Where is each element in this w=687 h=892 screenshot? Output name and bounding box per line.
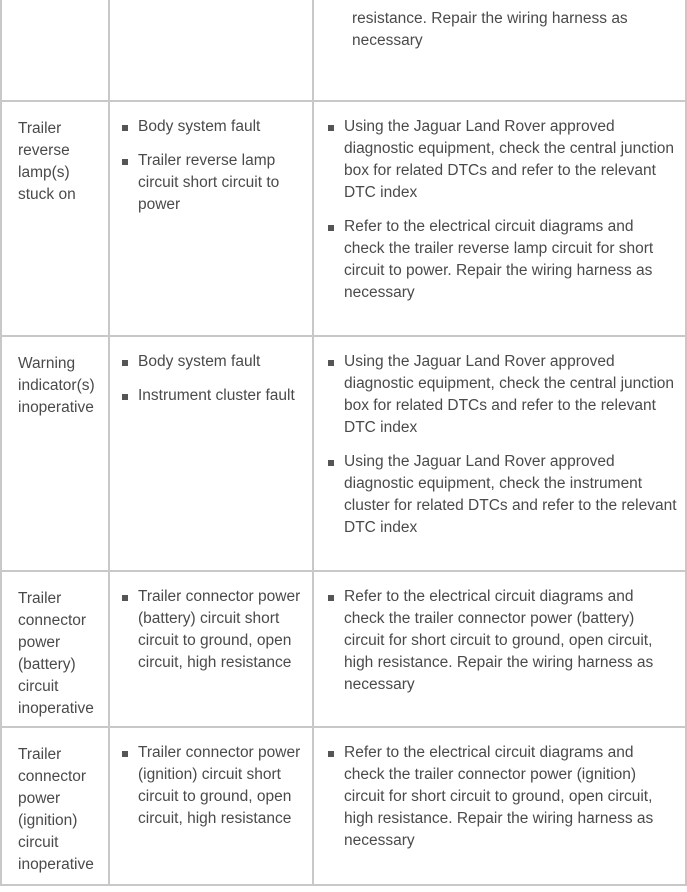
action-item [322,586,677,696]
bullet-icon [116,150,138,216]
bullet-icon [322,586,344,696]
bullet-icon [322,216,344,304]
action-text: Refer to the electrical circuit diagrams and check the trailer connector power (battery) circuit for short circuit to ground, open circuit, high resistance. Repair the wiring harness as necessary [344,588,654,693]
bullet-icon [116,742,138,830]
table-row [0,572,687,728]
cause-text: Trailer reverse lamp circuit short circuit to power [138,152,280,213]
action-text: resistance. Repair the wiring harness as necessary [352,10,628,49]
cause-item [116,742,304,830]
cause-item [116,351,304,373]
cause-text: Trailer connector power (ignition) circuit short circuit to ground, open circuit, high resistance [138,744,301,827]
cause-text: Body system fault [138,353,261,370]
action-text: Refer to the electrical circuit diagrams and check the trailer connector power (ignition) circuit for short circuit to ground, open circuit, high resistance. Repair the wiring harness as necessary [344,744,654,849]
bullet-icon [116,385,138,407]
actions-cell [314,102,687,335]
cause-item [116,116,304,138]
causes-cell [110,728,314,884]
bullet-icon [116,351,138,373]
cause-item [116,150,304,216]
action-item [322,216,677,304]
actions-cell [314,572,687,726]
table-row [0,0,687,102]
causes-cell [110,102,314,335]
bullet-icon [116,586,138,674]
action-text: Using the Jaguar Land Rover approved diagnostic equipment, check the instrument cluster for related DTCs and refer to the relevant DTC index [344,453,677,536]
cause-text: Trailer connector power (battery) circuit short circuit to ground, open circuit, high resistance [138,588,301,671]
table-row [0,102,687,337]
symptom-cell [0,0,110,100]
actions-cell [314,337,687,570]
action-item [322,351,677,439]
table-row [0,728,687,886]
symptom-cell: Trailer connector power (ignition) circuit inoperative [0,728,110,884]
cause-item [116,385,304,407]
bullet-icon [322,451,344,539]
symptom-cell: Trailer reverse lamp(s) stuck on [0,102,110,335]
symptom-cell: Warning indicator(s) inoperative [0,337,110,570]
action-item [322,451,677,539]
causes-cell [110,572,314,726]
causes-cell [110,0,314,100]
causes-cell [110,337,314,570]
bullet-icon [322,351,344,439]
actions-cell [314,0,687,100]
cause-text: Instrument cluster fault [138,387,295,404]
cause-text: Body system fault [138,118,261,135]
action-text: Using the Jaguar Land Rover approved diagnostic equipment, check the central junction box for related DTCs and refer to the relevant DTC index [344,353,675,436]
action-text: Using the Jaguar Land Rover approved diagnostic equipment, check the central junction box for related DTCs and refer to the relevant DTC index [344,118,675,201]
action-item [322,8,677,52]
bullet-icon [322,742,344,852]
bullet-icon [116,116,138,138]
action-text: Refer to the electrical circuit diagrams and check the trailer reverse lamp circuit for short circuit to power. Repair the wiring harness as necessary [344,218,654,301]
bullet-icon [322,116,344,204]
action-item [322,116,677,204]
cause-item [116,586,304,674]
action-item [322,742,677,852]
table-row [0,337,687,572]
symptom-cell: Trailer connector power (battery) circuit inoperative [0,572,110,726]
actions-cell [314,728,687,884]
